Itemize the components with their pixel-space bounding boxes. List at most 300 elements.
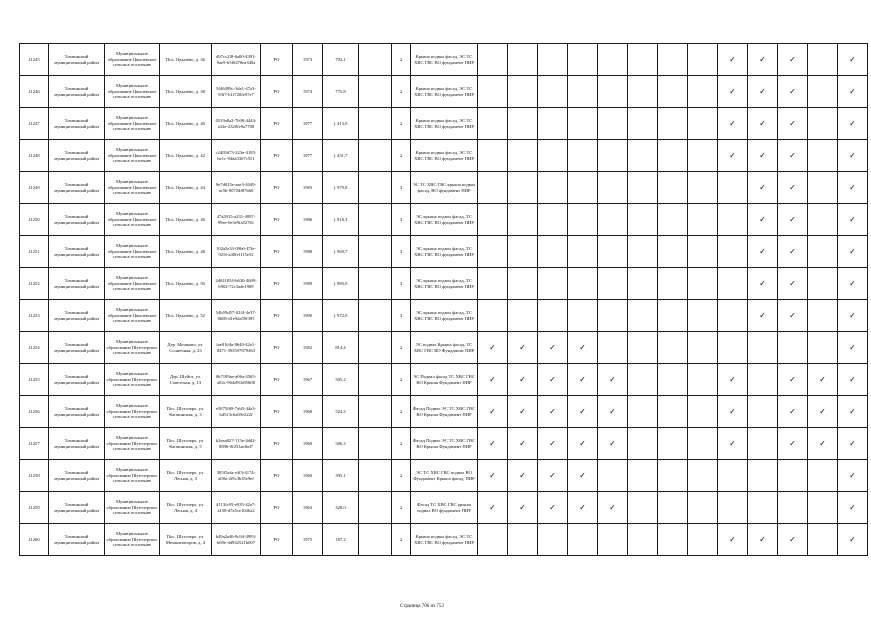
works-cell: Крыша подвал фасад, ЭС ТС ХВС ГВС ВО фундамент ПИР bbox=[411, 76, 478, 108]
check-mark-cell bbox=[478, 76, 508, 108]
form-cell: РО bbox=[261, 44, 293, 76]
check-mark-cell bbox=[658, 460, 688, 492]
check-mark-cell bbox=[568, 524, 598, 556]
check-mark-cell: ✓ bbox=[748, 44, 778, 76]
table-row bbox=[20, 236, 868, 268]
row-id: 11249 bbox=[20, 172, 49, 204]
check-mark-cell bbox=[718, 204, 748, 236]
check-mark-cell bbox=[658, 76, 688, 108]
check-mark-cell bbox=[628, 300, 658, 332]
area-cell: 395,1 bbox=[323, 460, 359, 492]
check-mark-cell bbox=[658, 364, 688, 396]
check-mark-cell: ✓ bbox=[718, 44, 748, 76]
check-mark-cell bbox=[688, 396, 718, 428]
row-id: 11246 bbox=[20, 76, 49, 108]
district-cell: Тихвинский муниципальный район bbox=[49, 172, 105, 204]
settlement-cell: Муниципальное образование Цвылевское сельское поселение bbox=[105, 268, 160, 300]
check-mark-cell: ✓ bbox=[838, 396, 868, 428]
guid-cell: 0b7189ae-a06a-4565-a82c-964d91b85608 bbox=[212, 364, 261, 396]
row-id: 11257 bbox=[20, 428, 49, 460]
check-mark-cell bbox=[808, 140, 838, 172]
year-cell: 1977 bbox=[293, 140, 323, 172]
settlement-cell: Муниципальное образование Цвылевское сельское поселение bbox=[105, 108, 160, 140]
check-mark-cell bbox=[598, 140, 628, 172]
check-mark-cell bbox=[688, 172, 718, 204]
check-mark-cell bbox=[748, 332, 778, 364]
blank-cell bbox=[359, 76, 392, 108]
row-id: 11245 bbox=[20, 44, 49, 76]
blank-cell bbox=[359, 332, 392, 364]
works-cell: ЭС крыша подвал фасад, ТС ХВС ГВС ВО фундамент ПИР bbox=[411, 300, 478, 332]
works-cell: Крыша подвал фасад, ЭС ТС ХВС ГВС ВО фундамент ПИР bbox=[411, 524, 478, 556]
check-mark-cell bbox=[658, 236, 688, 268]
check-mark-cell bbox=[748, 428, 778, 460]
form-cell: РО bbox=[261, 492, 293, 524]
address-cell: Пос. Цвылёво, д. 46 bbox=[160, 204, 212, 236]
works-count-cell: 3 bbox=[392, 268, 411, 300]
check-mark-cell: ✓ bbox=[478, 460, 508, 492]
check-mark-cell bbox=[478, 108, 508, 140]
check-mark-cell bbox=[688, 428, 718, 460]
check-mark-cell bbox=[628, 460, 658, 492]
works-cell: ЭС крыша подвал фасад, ТС ХВС ГВС ВО фундамент ПИР bbox=[411, 204, 478, 236]
settlement-cell: Муниципальное образование Цвылевское сельское поселение bbox=[105, 140, 160, 172]
district-cell: Тихвинский муниципальный район bbox=[49, 236, 105, 268]
table-row bbox=[20, 428, 868, 460]
check-mark-cell: ✓ bbox=[778, 76, 808, 108]
form-cell: РО bbox=[261, 140, 293, 172]
row-id: 11260 bbox=[20, 524, 49, 556]
check-mark-cell bbox=[628, 428, 658, 460]
form-cell: РО bbox=[261, 332, 293, 364]
check-mark-cell bbox=[538, 76, 568, 108]
check-mark-cell: ✓ bbox=[808, 428, 838, 460]
check-mark-cell: ✓ bbox=[568, 460, 598, 492]
year-cell: 1988 bbox=[293, 236, 323, 268]
check-mark-cell: ✓ bbox=[718, 524, 748, 556]
check-mark-cell bbox=[808, 172, 838, 204]
check-mark-cell bbox=[658, 268, 688, 300]
check-mark-cell: ✓ bbox=[778, 428, 808, 460]
check-mark-cell bbox=[748, 364, 778, 396]
form-cell: РО bbox=[261, 428, 293, 460]
check-mark-cell: ✓ bbox=[748, 236, 778, 268]
check-mark-cell bbox=[508, 140, 538, 172]
guid-cell: b49a2a46-8c94-4993-b60e-4d942521b007 bbox=[212, 524, 261, 556]
check-mark-cell bbox=[598, 268, 628, 300]
table-row bbox=[20, 140, 868, 172]
check-mark-cell bbox=[688, 204, 718, 236]
guid-cell: b2eaa827-115e-4dd2-8896-0f253aefbd7 bbox=[212, 428, 261, 460]
check-mark-cell bbox=[658, 396, 688, 428]
check-mark-cell: ✓ bbox=[538, 492, 568, 524]
district-cell: Тихвинский муниципальный район bbox=[49, 300, 105, 332]
check-mark-cell bbox=[628, 44, 658, 76]
check-mark-cell: ✓ bbox=[778, 172, 808, 204]
check-mark-cell bbox=[538, 236, 568, 268]
form-cell: РО bbox=[261, 172, 293, 204]
works-cell: Крыша подвал фасад, ЭС ТС ХВС ГВС ВО фундамент ПИР bbox=[411, 44, 478, 76]
check-mark-cell bbox=[748, 396, 778, 428]
check-mark-cell bbox=[628, 76, 658, 108]
year-cell: 1989 bbox=[293, 268, 323, 300]
check-mark-cell bbox=[508, 268, 538, 300]
check-mark-cell bbox=[478, 204, 508, 236]
check-mark-cell bbox=[538, 172, 568, 204]
check-mark-cell bbox=[688, 524, 718, 556]
check-mark-cell: ✓ bbox=[568, 428, 598, 460]
check-mark-cell bbox=[688, 268, 718, 300]
check-mark-cell bbox=[658, 524, 688, 556]
check-mark-cell: ✓ bbox=[748, 140, 778, 172]
area-cell: 792,1 bbox=[323, 44, 359, 76]
check-mark-cell bbox=[538, 140, 568, 172]
table-row bbox=[20, 76, 868, 108]
guid-cell: 102a5e33-09b6-47fe-925f-a40fef115e52 bbox=[212, 236, 261, 268]
check-mark-cell: ✓ bbox=[748, 268, 778, 300]
check-mark-cell bbox=[718, 236, 748, 268]
check-mark-cell bbox=[478, 140, 508, 172]
check-mark-cell: ✓ bbox=[838, 108, 868, 140]
form-cell: РО bbox=[261, 76, 293, 108]
row-id: 11252 bbox=[20, 268, 49, 300]
year-cell: 1975 bbox=[293, 524, 323, 556]
check-mark-cell: ✓ bbox=[778, 524, 808, 556]
check-mark-cell bbox=[688, 300, 718, 332]
district-cell: Тихвинский муниципальный район bbox=[49, 428, 105, 460]
check-mark-cell: ✓ bbox=[838, 204, 868, 236]
blank-cell bbox=[359, 300, 392, 332]
row-id: 11258 bbox=[20, 460, 49, 492]
check-mark-cell bbox=[478, 300, 508, 332]
guid-cell: e5675f69-7dd3-44a3-bd513c6a69e222f bbox=[212, 396, 261, 428]
check-mark-cell bbox=[808, 44, 838, 76]
check-mark-cell bbox=[628, 204, 658, 236]
check-mark-cell bbox=[478, 172, 508, 204]
blank-cell bbox=[359, 204, 392, 236]
works-count-cell: 2 bbox=[392, 140, 411, 172]
district-cell: Тихвинский муниципальный район bbox=[49, 76, 105, 108]
area-cell: 1 413,0 bbox=[323, 108, 359, 140]
check-mark-cell: ✓ bbox=[838, 268, 868, 300]
district-cell: Тихвинский муниципальный район bbox=[49, 396, 105, 428]
check-mark-cell bbox=[658, 300, 688, 332]
check-mark-cell bbox=[628, 108, 658, 140]
works-count-cell: 2 bbox=[392, 364, 411, 396]
check-mark-cell: ✓ bbox=[778, 108, 808, 140]
check-mark-cell: ✓ bbox=[838, 428, 868, 460]
blank-cell bbox=[359, 524, 392, 556]
year-cell: 1983 bbox=[293, 172, 323, 204]
form-cell: РО bbox=[261, 300, 293, 332]
check-mark-cell bbox=[508, 172, 538, 204]
check-mark-cell: ✓ bbox=[808, 396, 838, 428]
guid-cell: d97cc2f8-6a00-4391-9ae9-b5f6478ea340a bbox=[212, 44, 261, 76]
check-mark-cell bbox=[568, 204, 598, 236]
check-mark-cell: ✓ bbox=[778, 140, 808, 172]
guid-cell: 5f46499c-3de1-47a3-93f7-b1f720fe97e7 bbox=[212, 76, 261, 108]
check-mark-cell: ✓ bbox=[598, 364, 628, 396]
table-row bbox=[20, 204, 868, 236]
check-mark-cell: ✓ bbox=[778, 396, 808, 428]
check-mark-cell: ✓ bbox=[718, 428, 748, 460]
check-mark-cell bbox=[478, 268, 508, 300]
settlement-cell: Муниципальное образование Шугозерское сельское поселение bbox=[105, 396, 160, 428]
check-mark-cell bbox=[598, 332, 628, 364]
check-mark-cell bbox=[568, 172, 598, 204]
check-mark-cell: ✓ bbox=[838, 140, 868, 172]
settlement-cell: Муниципальное образование Цвылевское сельское поселение bbox=[105, 300, 160, 332]
district-cell: Тихвинский муниципальный район bbox=[49, 140, 105, 172]
address-cell: Пос. Шугозеро, ул. Механизаторов, д. 4 bbox=[160, 524, 212, 556]
guid-cell: 8e7d015e-aae3-4049-ac5b-0075df87b66 bbox=[212, 172, 261, 204]
guid-cell: fae0164a-8640-42a1-8471-393597879463 bbox=[212, 332, 261, 364]
blank-cell bbox=[359, 396, 392, 428]
table-row bbox=[20, 460, 868, 492]
check-mark-cell bbox=[508, 524, 538, 556]
area-cell: 1 972,0 bbox=[323, 300, 359, 332]
check-mark-cell: ✓ bbox=[508, 492, 538, 524]
check-mark-cell: ✓ bbox=[508, 460, 538, 492]
check-mark-cell: ✓ bbox=[478, 364, 508, 396]
works-count-cell: 2 bbox=[392, 76, 411, 108]
check-mark-cell bbox=[658, 108, 688, 140]
settlement-cell: Муниципальное образование Цвылевское сельское поселение bbox=[105, 236, 160, 268]
district-cell: Тихвинский муниципальный район bbox=[49, 492, 105, 524]
check-mark-cell: ✓ bbox=[748, 300, 778, 332]
form-cell: РО bbox=[261, 364, 293, 396]
check-mark-cell: ✓ bbox=[568, 332, 598, 364]
check-mark-cell bbox=[538, 108, 568, 140]
district-cell: Тихвинский муниципальный район bbox=[49, 460, 105, 492]
check-mark-cell: ✓ bbox=[748, 204, 778, 236]
row-id: 11250 bbox=[20, 204, 49, 236]
row-id: 11256 bbox=[20, 396, 49, 428]
settlement-cell: Муниципальное образование Шугозерское сельское поселение bbox=[105, 524, 160, 556]
table-row bbox=[20, 524, 868, 556]
check-mark-cell bbox=[538, 44, 568, 76]
works-cell: ЭС крыша подвал фасад, ТС ХВС ГВС ВО фундамент ПИР bbox=[411, 236, 478, 268]
check-mark-cell bbox=[808, 524, 838, 556]
blank-cell bbox=[359, 364, 392, 396]
area-cell: 1 983,0 bbox=[323, 268, 359, 300]
works-count-cell: 2 bbox=[392, 492, 411, 524]
table-row bbox=[20, 108, 868, 140]
year-cell: 1986 bbox=[293, 204, 323, 236]
blank-cell bbox=[359, 108, 392, 140]
check-mark-cell: ✓ bbox=[598, 492, 628, 524]
form-cell: РО bbox=[261, 108, 293, 140]
area-cell: 524,3 bbox=[323, 396, 359, 428]
year-cell: 1963 bbox=[293, 492, 323, 524]
check-mark-cell bbox=[628, 236, 658, 268]
check-mark-cell bbox=[538, 524, 568, 556]
area-cell: 505,2 bbox=[323, 364, 359, 396]
check-mark-cell: ✓ bbox=[838, 76, 868, 108]
check-mark-cell bbox=[598, 108, 628, 140]
check-mark-cell: ✓ bbox=[538, 332, 568, 364]
address-cell: Пос. Цвылёво, д. 48 bbox=[160, 236, 212, 268]
works-cell: ЭС Подвал фасад ТС ХВС ГВС ВО Крыша Фундамент ПИР bbox=[411, 364, 478, 396]
works-cell: ЭС крыша подвал фасад, ТС ХВС ГВС ВО фундамент ПИР bbox=[411, 268, 478, 300]
check-mark-cell: ✓ bbox=[508, 364, 538, 396]
check-mark-cell: ✓ bbox=[838, 460, 868, 492]
check-mark-cell bbox=[628, 524, 658, 556]
table-row bbox=[20, 300, 868, 332]
check-mark-cell bbox=[538, 204, 568, 236]
address-cell: Пос. Шугозеро, ул. Каппинская, д. 3 bbox=[160, 396, 212, 428]
check-mark-cell bbox=[628, 396, 658, 428]
check-mark-cell bbox=[628, 364, 658, 396]
check-mark-cell: ✓ bbox=[748, 524, 778, 556]
check-mark-cell bbox=[658, 140, 688, 172]
row-id: 11247 bbox=[20, 108, 49, 140]
check-mark-cell: ✓ bbox=[568, 492, 598, 524]
check-mark-cell: ✓ bbox=[538, 364, 568, 396]
check-mark-cell bbox=[808, 300, 838, 332]
check-mark-cell bbox=[568, 108, 598, 140]
works-cell: ЭС подвал Крыша фасад, ТС ХВС ГВС ВО Фундамент ПИР bbox=[411, 332, 478, 364]
guid-cell: 2d041054-b630-4609-b902-72c3ade1989 bbox=[212, 268, 261, 300]
check-mark-cell bbox=[688, 76, 718, 108]
check-mark-cell bbox=[658, 172, 688, 204]
check-mark-cell: ✓ bbox=[718, 396, 748, 428]
check-mark-cell bbox=[568, 300, 598, 332]
check-mark-cell bbox=[598, 524, 628, 556]
year-cell: 1969 bbox=[293, 428, 323, 460]
works-count-cell: 3 bbox=[392, 204, 411, 236]
works-count-cell: 3 bbox=[392, 172, 411, 204]
check-mark-cell bbox=[568, 268, 598, 300]
settlement-cell: Муниципальное образование Шугозерское сельское поселение bbox=[105, 332, 160, 364]
check-mark-cell: ✓ bbox=[508, 396, 538, 428]
check-mark-cell bbox=[628, 268, 658, 300]
guid-cell: 385f5efa-e4f3-4174-a08a-2f9c3b35e9ef bbox=[212, 460, 261, 492]
check-mark-cell bbox=[628, 492, 658, 524]
year-cell: 1982 bbox=[293, 332, 323, 364]
check-mark-cell bbox=[598, 300, 628, 332]
district-cell: Тихвинский муниципальный район bbox=[49, 524, 105, 556]
works-count-cell: 3 bbox=[392, 300, 411, 332]
check-mark-cell bbox=[508, 76, 538, 108]
page-number: Страница 706 из 753 bbox=[400, 604, 444, 609]
year-cell: 1977 bbox=[293, 108, 323, 140]
works-cell: Фасад ТС ХВС ГВС крыша подвал ВО фундамент ПИР bbox=[411, 492, 478, 524]
check-mark-cell bbox=[748, 492, 778, 524]
check-mark-cell: ✓ bbox=[538, 396, 568, 428]
check-mark-cell bbox=[598, 460, 628, 492]
area-cell: 328,0 bbox=[323, 492, 359, 524]
address-cell: Пос. Цвылёво, д. 38 bbox=[160, 76, 212, 108]
check-mark-cell bbox=[808, 332, 838, 364]
check-mark-cell bbox=[718, 460, 748, 492]
works-cell: Крыша подвал фасад, ЭС ТС ХВС ГВС ВО фундамент ПИР bbox=[411, 108, 478, 140]
check-mark-cell: ✓ bbox=[778, 300, 808, 332]
check-mark-cell: ✓ bbox=[568, 396, 598, 428]
check-mark-cell bbox=[808, 268, 838, 300]
check-mark-cell: ✓ bbox=[568, 364, 598, 396]
form-cell: РО bbox=[261, 524, 293, 556]
works-count-cell: 2 bbox=[392, 332, 411, 364]
district-cell: Тихвинский муниципальный район bbox=[49, 268, 105, 300]
address-cell: Дер. Шуйга, ул. Советская, д. 13 bbox=[160, 364, 212, 396]
check-mark-cell bbox=[598, 236, 628, 268]
check-mark-cell: ✓ bbox=[598, 396, 628, 428]
check-mark-cell bbox=[598, 76, 628, 108]
check-mark-cell bbox=[508, 108, 538, 140]
year-cell: 1974 bbox=[293, 76, 323, 108]
check-mark-cell bbox=[808, 204, 838, 236]
year-cell: 1990 bbox=[293, 300, 323, 332]
blank-cell bbox=[359, 44, 392, 76]
check-mark-cell bbox=[568, 44, 598, 76]
check-mark-cell bbox=[778, 460, 808, 492]
row-id: 11255 bbox=[20, 364, 49, 396]
check-mark-cell bbox=[658, 492, 688, 524]
check-mark-cell bbox=[658, 428, 688, 460]
check-mark-cell bbox=[478, 44, 508, 76]
table-row bbox=[20, 492, 868, 524]
area-cell: 187,2 bbox=[323, 524, 359, 556]
form-cell: РО bbox=[261, 268, 293, 300]
year-cell: 1960 bbox=[293, 460, 323, 492]
blank-cell bbox=[359, 428, 392, 460]
check-mark-cell: ✓ bbox=[478, 492, 508, 524]
works-count-cell: 2 bbox=[392, 396, 411, 428]
check-mark-cell bbox=[568, 140, 598, 172]
check-mark-cell: ✓ bbox=[778, 268, 808, 300]
row-id: 11253 bbox=[20, 300, 49, 332]
check-mark-cell bbox=[508, 204, 538, 236]
row-id: 11248 bbox=[20, 140, 49, 172]
area-cell: 775,8 bbox=[323, 76, 359, 108]
district-cell: Тихвинский муниципальный район bbox=[49, 364, 105, 396]
check-mark-cell bbox=[658, 332, 688, 364]
check-mark-cell bbox=[718, 332, 748, 364]
settlement-cell: Муниципальное образование Цвылевское сельское поселение bbox=[105, 76, 160, 108]
check-mark-cell: ✓ bbox=[778, 236, 808, 268]
works-count-cell: 2 bbox=[392, 524, 411, 556]
year-cell: 1968 bbox=[293, 396, 323, 428]
guid-cell: 47a5915-a231-4897-99ee-0e3e9fa52761 bbox=[212, 204, 261, 236]
area-cell: 1 918,3 bbox=[323, 204, 359, 236]
address-cell: Пос. Шугозеро, ул. Лесная, д. 4 bbox=[160, 492, 212, 524]
works-cell: Фасад Подвал ЭС ТС ХВС ГВС ВО Крыша Фундамент ПИР bbox=[411, 396, 478, 428]
address-cell: Пос. Цвылёво, д. 44 bbox=[160, 172, 212, 204]
area-cell: 814,4 bbox=[323, 332, 359, 364]
check-mark-cell: ✓ bbox=[718, 108, 748, 140]
check-mark-cell: ✓ bbox=[598, 428, 628, 460]
works-cell: ЭС ТС ХВС ГВС крыша подвал фасад, ВО фундамент ПИР bbox=[411, 172, 478, 204]
check-mark-cell bbox=[808, 460, 838, 492]
check-mark-cell bbox=[508, 236, 538, 268]
check-mark-cell: ✓ bbox=[508, 428, 538, 460]
address-cell: Пос. Цвылёво, д. 42 bbox=[160, 140, 212, 172]
check-mark-cell bbox=[568, 76, 598, 108]
check-mark-cell: ✓ bbox=[838, 492, 868, 524]
check-mark-cell: ✓ bbox=[718, 76, 748, 108]
check-mark-cell bbox=[688, 332, 718, 364]
check-mark-cell bbox=[628, 140, 658, 172]
address-cell: Пос. Цвылёво, д. 40 bbox=[160, 108, 212, 140]
check-mark-cell: ✓ bbox=[838, 332, 868, 364]
check-mark-cell: ✓ bbox=[478, 332, 508, 364]
form-cell: РО bbox=[261, 236, 293, 268]
address-cell: Пос. Шугозеро, ул. Лесная, д. 3 bbox=[160, 460, 212, 492]
address-cell: Пос. Цвылёво, д. 36 bbox=[160, 44, 212, 76]
check-mark-cell bbox=[658, 204, 688, 236]
check-mark-cell: ✓ bbox=[838, 236, 868, 268]
